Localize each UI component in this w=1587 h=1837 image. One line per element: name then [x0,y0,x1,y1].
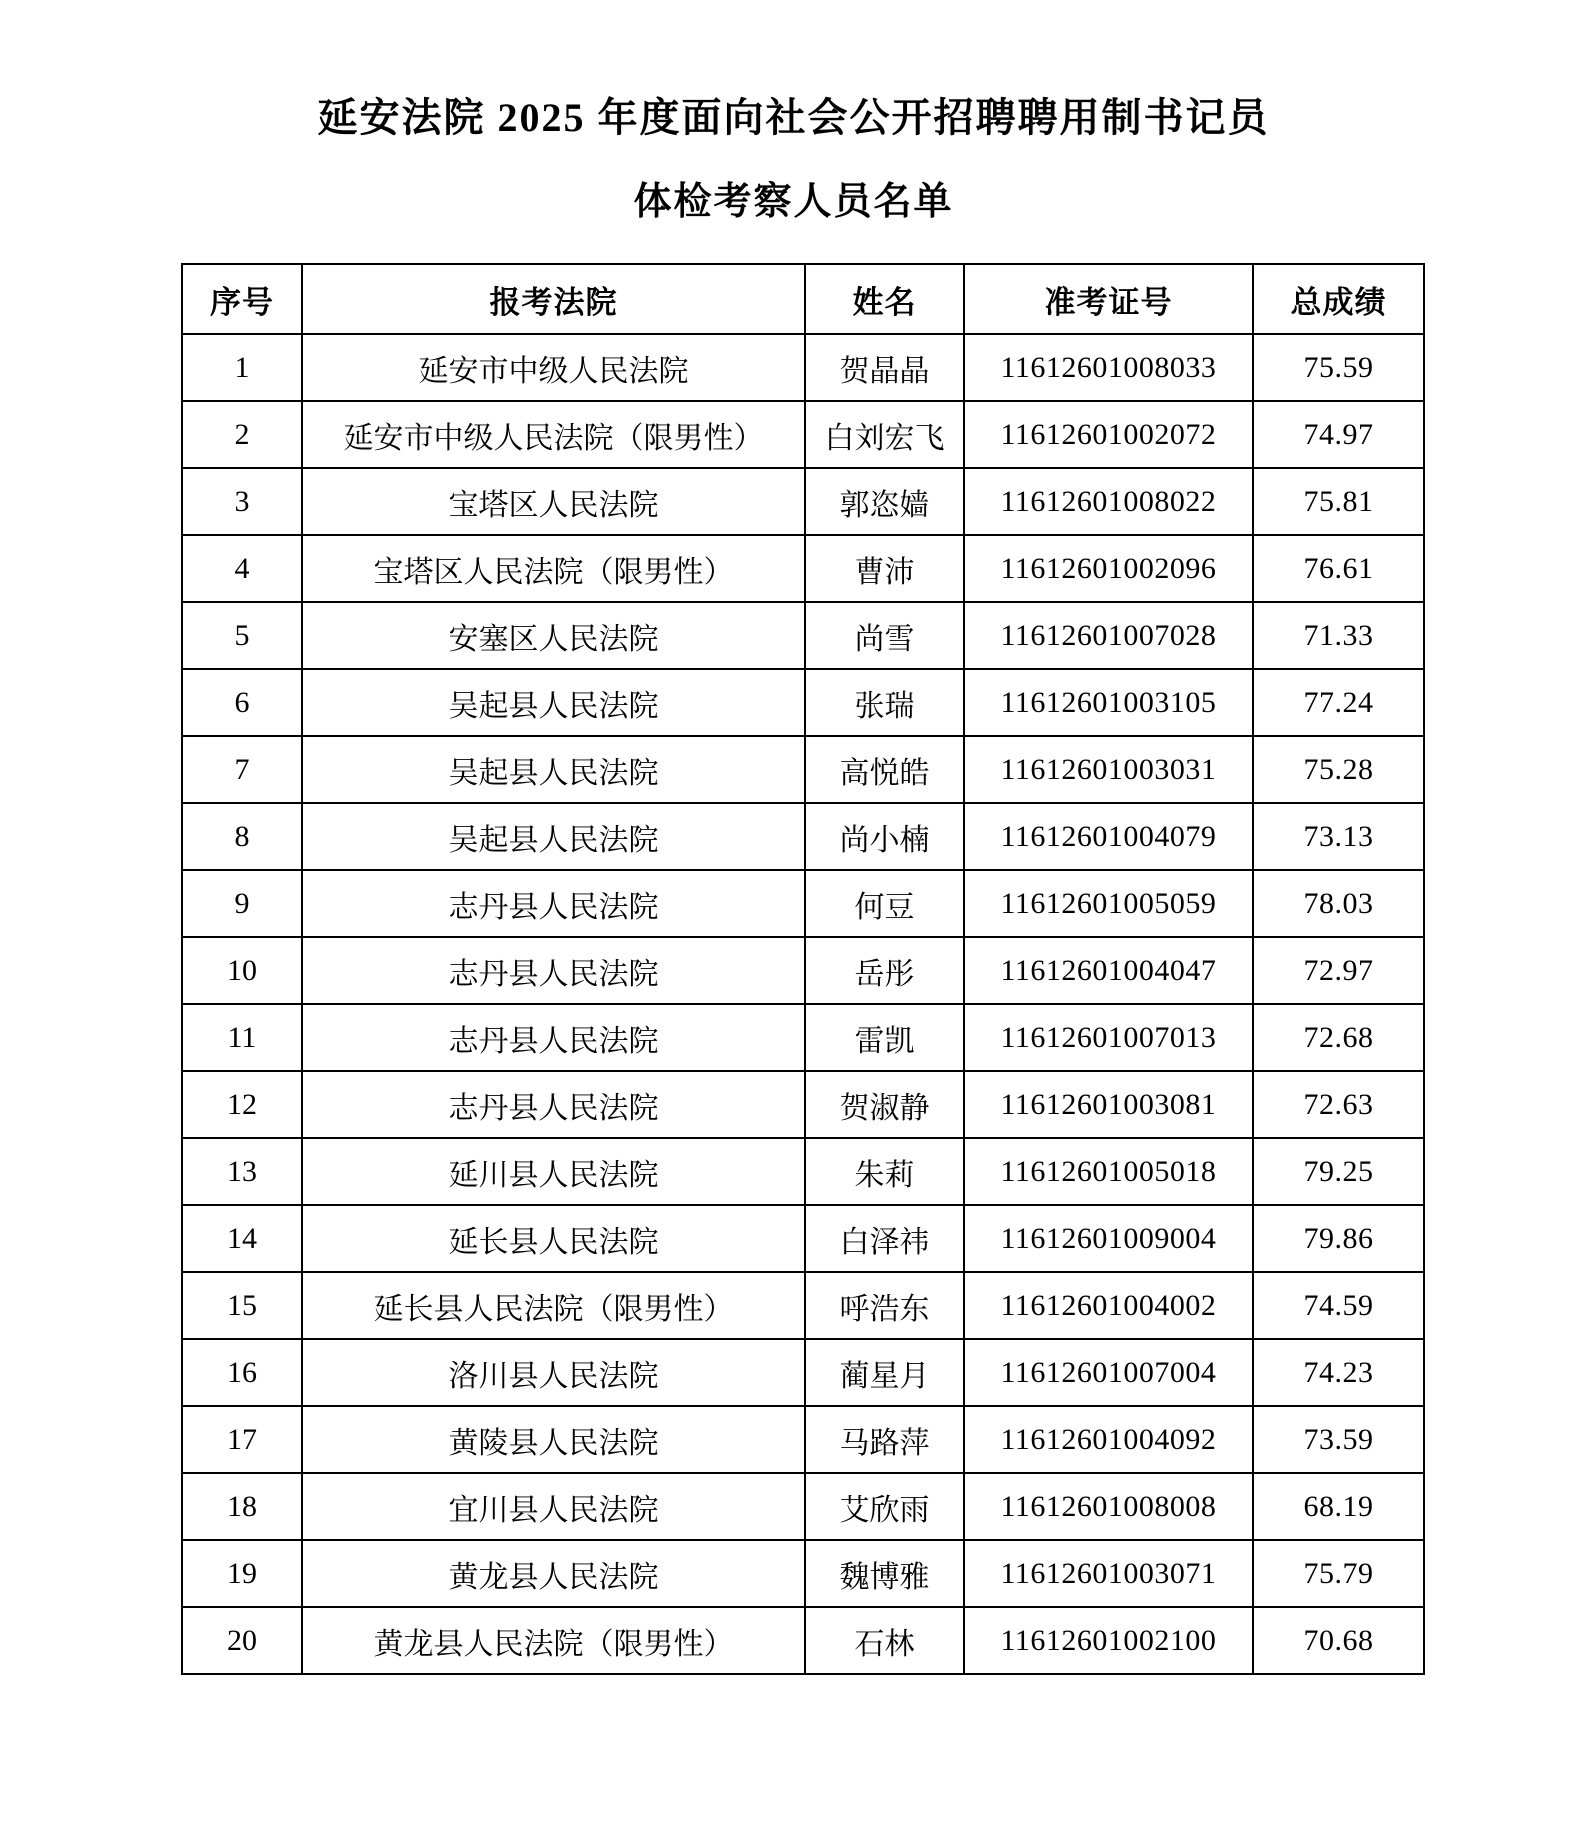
header-score: 总成绩 [1253,264,1424,334]
cell-court: 吴起县人民法院 [302,736,805,803]
cell-court: 宜川县人民法院 [302,1473,805,1540]
cell-court: 志丹县人民法院 [302,937,805,1004]
cell-name: 贺淑静 [805,1071,964,1138]
table-row [182,1272,1424,1339]
cell-score: 75.79 [1253,1540,1424,1607]
cell-serial: 16 [182,1339,302,1406]
cell-ticket: 11612601007013 [964,1004,1253,1071]
cell-name: 何豆 [805,870,964,937]
table-row [182,602,1424,669]
table-row [182,1540,1424,1607]
cell-court: 黄龙县人民法院 [302,1540,805,1607]
table-row [182,1071,1424,1138]
table-row [182,1004,1424,1071]
cell-name: 岳彤 [805,937,964,1004]
cell-score: 79.25 [1253,1138,1424,1205]
cell-name: 曹沛 [805,535,964,602]
candidates-table [181,263,1425,1675]
cell-ticket: 11612601005059 [964,870,1253,937]
cell-ticket: 11612601004079 [964,803,1253,870]
cell-ticket: 11612601007004 [964,1339,1253,1406]
table-row [182,870,1424,937]
cell-score: 74.23 [1253,1339,1424,1406]
cell-name: 魏博雅 [805,1540,964,1607]
table-row [182,1205,1424,1272]
cell-ticket: 11612601007028 [964,602,1253,669]
cell-ticket: 11612601003071 [964,1540,1253,1607]
cell-serial: 11 [182,1004,302,1071]
table-row [182,1607,1424,1674]
cell-score: 70.68 [1253,1607,1424,1674]
cell-name: 石林 [805,1607,964,1674]
cell-score: 74.97 [1253,401,1424,468]
cell-ticket: 11612601008033 [964,334,1253,401]
table-row [182,1339,1424,1406]
cell-court: 吴起县人民法院 [302,669,805,736]
table-row [182,468,1424,535]
cell-court: 延安市中级人民法院（限男性） [302,401,805,468]
cell-court: 洛川县人民法院 [302,1339,805,1406]
cell-name: 贺晶晶 [805,334,964,401]
cell-name: 朱莉 [805,1138,964,1205]
cell-serial: 15 [182,1272,302,1339]
cell-court: 志丹县人民法院 [302,870,805,937]
cell-serial: 8 [182,803,302,870]
cell-name: 尚雪 [805,602,964,669]
table-header-row [182,264,1424,334]
cell-name: 张瑞 [805,669,964,736]
cell-score: 78.03 [1253,870,1424,937]
cell-score: 72.97 [1253,937,1424,1004]
document-subtitle: 体检考察人员名单 [633,181,954,223]
cell-name: 雷凯 [805,1004,964,1071]
cell-ticket: 11612601003105 [964,669,1253,736]
header-ticket: 准考证号 [964,264,1253,334]
cell-court: 延安市中级人民法院 [302,334,805,401]
cell-score: 77.24 [1253,669,1424,736]
table-row [182,669,1424,736]
cell-name: 马路萍 [805,1406,964,1473]
cell-name: 尚小楠 [805,803,964,870]
cell-serial: 19 [182,1540,302,1607]
cell-name: 艾欣雨 [805,1473,964,1540]
cell-serial: 10 [182,937,302,1004]
cell-serial: 7 [182,736,302,803]
cell-name: 高悦皓 [805,736,964,803]
cell-court: 黄陵县人民法院 [302,1406,805,1473]
cell-court: 吴起县人民法院 [302,803,805,870]
header-serial: 序号 [182,264,302,334]
cell-court: 宝塔区人民法院 [302,468,805,535]
cell-serial: 6 [182,669,302,736]
table-row [182,535,1424,602]
cell-score: 73.13 [1253,803,1424,870]
cell-court: 安塞区人民法院 [302,602,805,669]
cell-ticket: 11612601009004 [964,1205,1253,1272]
cell-score: 73.59 [1253,1406,1424,1473]
cell-score: 72.63 [1253,1071,1424,1138]
cell-name: 呼浩东 [805,1272,964,1339]
cell-serial: 2 [182,401,302,468]
document-title: 延安法院 2025 年度面向社会公开招聘聘用制书记员 [317,95,1270,140]
table-row [182,1138,1424,1205]
cell-serial: 9 [182,870,302,937]
cell-court: 宝塔区人民法院（限男性） [302,535,805,602]
cell-ticket: 11612601004047 [964,937,1253,1004]
cell-ticket: 11612601004092 [964,1406,1253,1473]
cell-serial: 1 [182,334,302,401]
cell-serial: 13 [182,1138,302,1205]
cell-court: 延川县人民法院 [302,1138,805,1205]
table-row [182,334,1424,401]
cell-ticket: 11612601002072 [964,401,1253,468]
table-row [182,736,1424,803]
cell-ticket: 11612601003081 [964,1071,1253,1138]
cell-name: 蔺星月 [805,1339,964,1406]
cell-serial: 5 [182,602,302,669]
cell-name: 白刘宏飞 [805,401,964,468]
cell-serial: 17 [182,1406,302,1473]
cell-serial: 3 [182,468,302,535]
cell-score: 68.19 [1253,1473,1424,1540]
cell-ticket: 11612601002096 [964,535,1253,602]
cell-ticket: 11612601008008 [964,1473,1253,1540]
header-name: 姓名 [805,264,964,334]
cell-ticket: 11612601004002 [964,1272,1253,1339]
cell-ticket: 11612601005018 [964,1138,1253,1205]
cell-court: 黄龙县人民法院（限男性） [302,1607,805,1674]
cell-court: 延长县人民法院（限男性） [302,1272,805,1339]
cell-serial: 4 [182,535,302,602]
cell-score: 75.81 [1253,468,1424,535]
table-row [182,937,1424,1004]
table-row [182,401,1424,468]
cell-name: 白泽祎 [805,1205,964,1272]
cell-court: 志丹县人民法院 [302,1004,805,1071]
cell-serial: 20 [182,1607,302,1674]
header-court: 报考法院 [302,264,805,334]
cell-ticket: 11612601008022 [964,468,1253,535]
cell-score: 76.61 [1253,535,1424,602]
cell-ticket: 11612601003031 [964,736,1253,803]
cell-serial: 14 [182,1205,302,1272]
cell-ticket: 11612601002100 [964,1607,1253,1674]
cell-score: 75.28 [1253,736,1424,803]
cell-serial: 12 [182,1071,302,1138]
cell-name: 郭恣嫱 [805,468,964,535]
table-row [182,803,1424,870]
cell-score: 79.86 [1253,1205,1424,1272]
cell-serial: 18 [182,1473,302,1540]
table-row [182,1406,1424,1473]
cell-score: 74.59 [1253,1272,1424,1339]
cell-score: 71.33 [1253,602,1424,669]
cell-court: 延长县人民法院 [302,1205,805,1272]
cell-score: 75.59 [1253,334,1424,401]
cell-court: 志丹县人民法院 [302,1071,805,1138]
table-body [182,334,1424,1674]
cell-score: 72.68 [1253,1004,1424,1071]
table-row [182,1473,1424,1540]
